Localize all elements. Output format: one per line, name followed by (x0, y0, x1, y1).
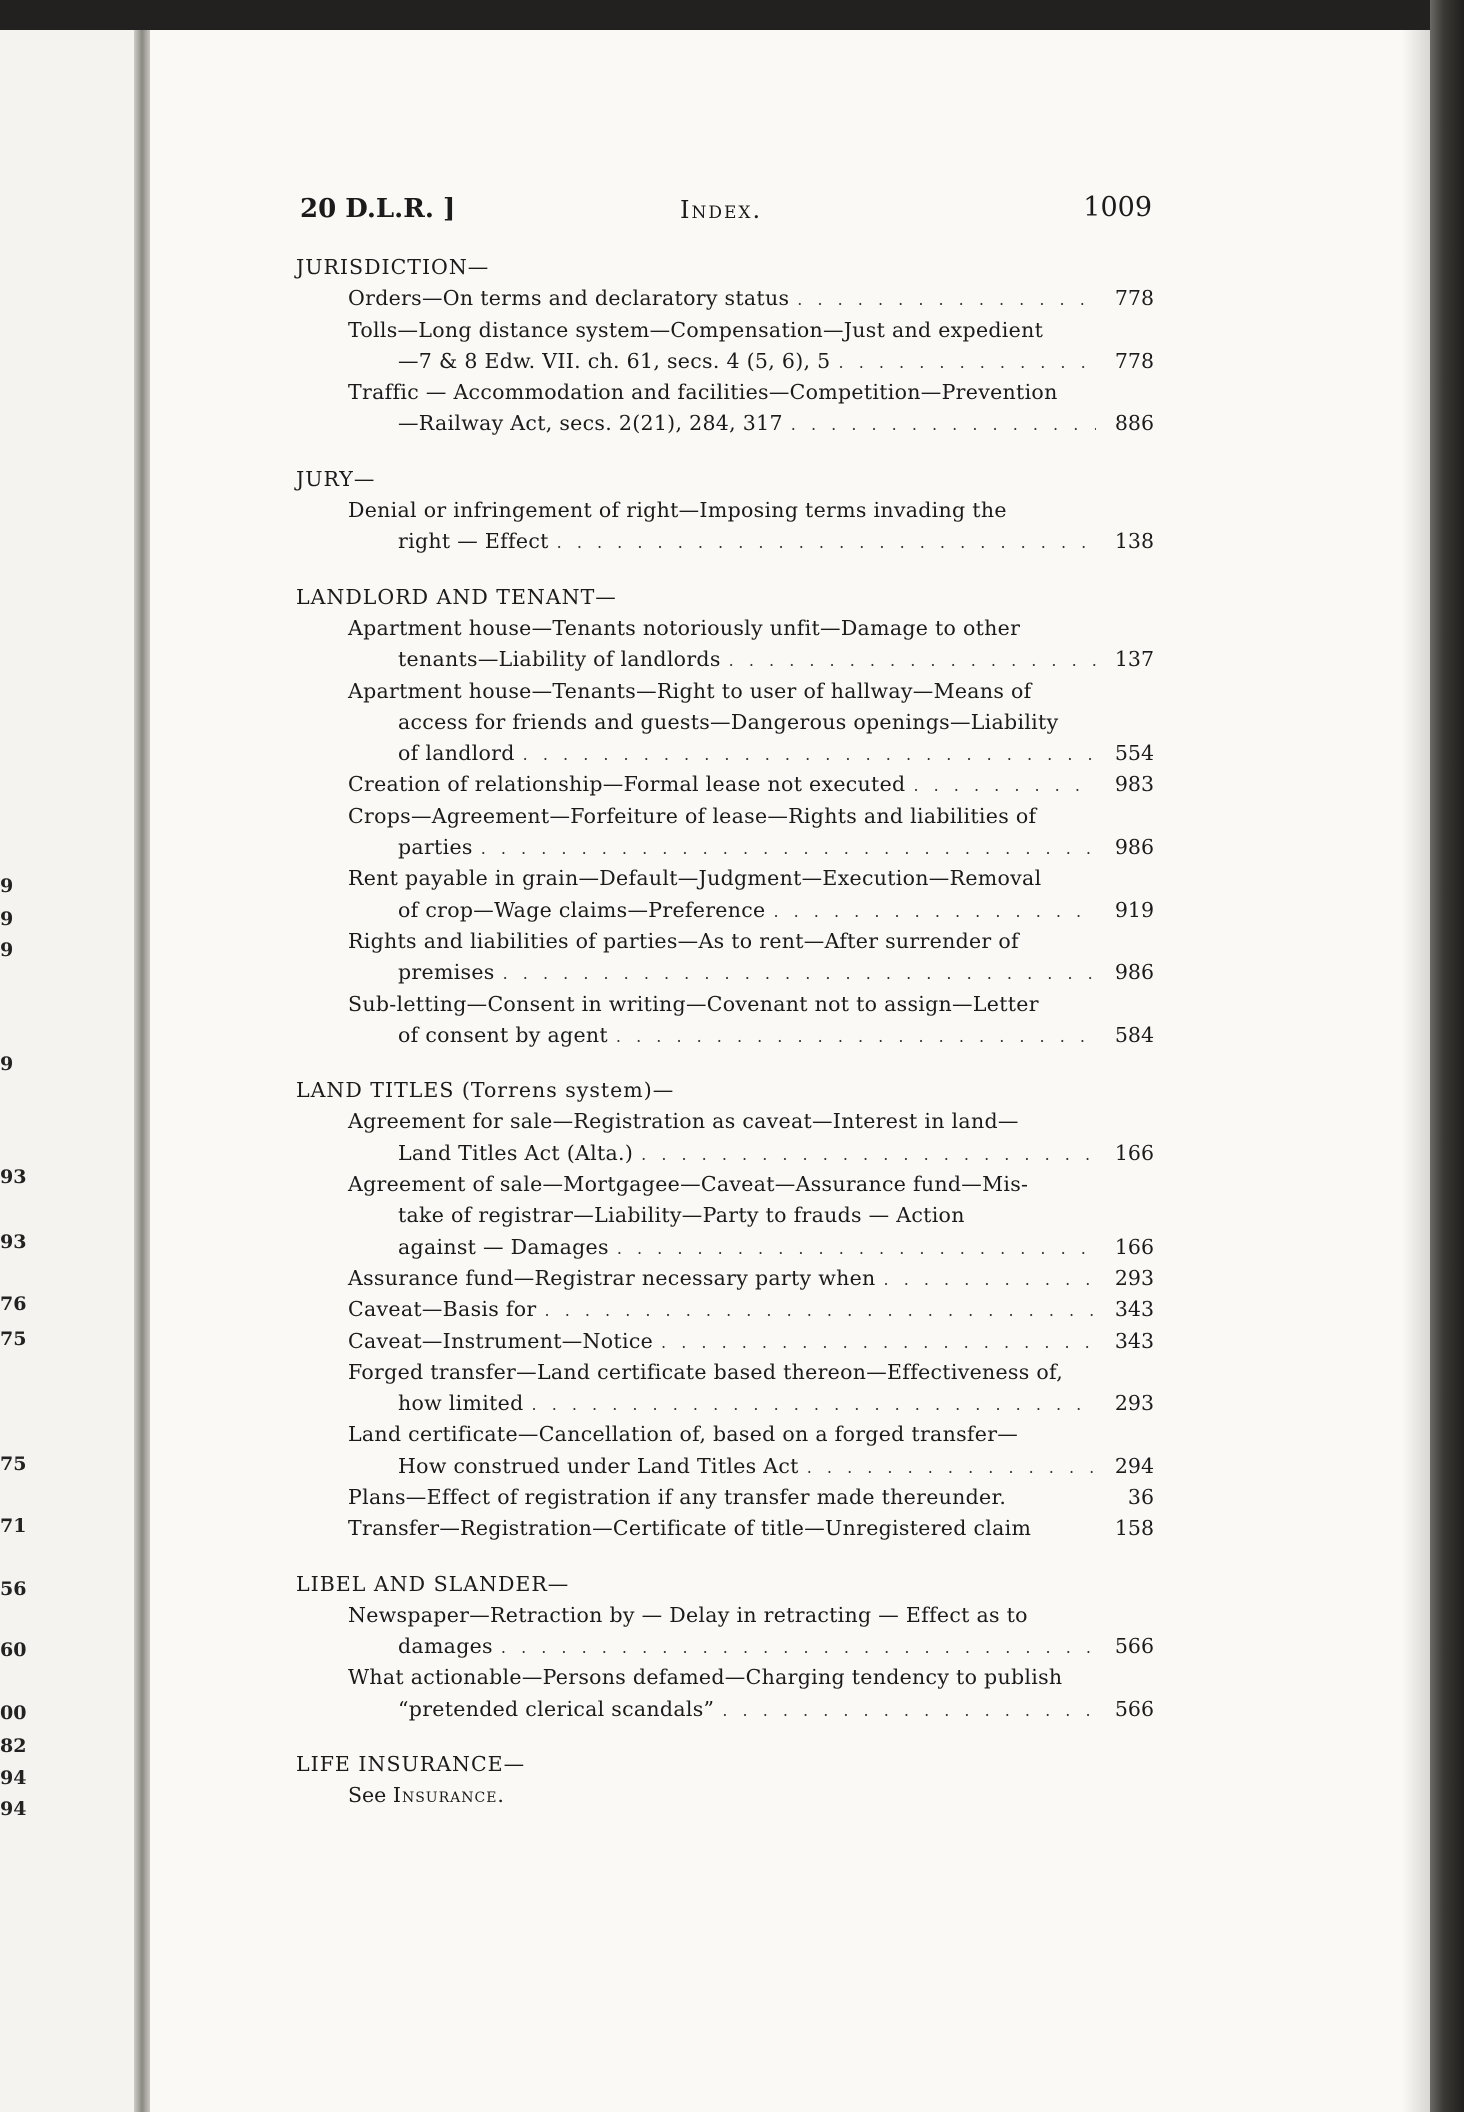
dot-leader (661, 1327, 1096, 1358)
scan-right-edge (1430, 0, 1464, 2112)
index-section (296, 582, 1154, 1051)
index-entry (296, 1106, 1154, 1169)
page-number: 1009 (1083, 192, 1152, 223)
dot-leader (481, 833, 1096, 864)
entry-text: of landlord (398, 741, 515, 766)
page-reference: 983 (1114, 772, 1154, 797)
index-entry (296, 801, 1154, 864)
running-header (300, 190, 1152, 230)
section-heading: JURY— (296, 466, 376, 491)
entry-text: What actionable—Persons defamed—Charging tendency to publish (348, 1665, 1063, 1690)
entry-line (348, 377, 1154, 408)
entry-line (348, 1138, 1154, 1169)
entry-text: Agreement of sale—Mortgagee—Caveat—Assurance fund—Mis- (348, 1172, 1029, 1197)
page-shadow (1402, 30, 1432, 2112)
index-entry (296, 613, 1154, 676)
facing-page-number: 75 (0, 1328, 27, 1350)
entry-line (348, 315, 1154, 346)
dot-leader (791, 409, 1096, 440)
page-reference: 778 (1114, 286, 1154, 311)
facing-page-number: 9 (0, 875, 14, 897)
entry-line (348, 1326, 1154, 1357)
index-entry (296, 1419, 1154, 1482)
page-reference: 294 (1114, 1453, 1154, 1478)
entry-line (348, 769, 1154, 800)
page-reference: 919 (1114, 897, 1154, 922)
entry-line (348, 989, 1154, 1020)
page-reference: 584 (1114, 1022, 1154, 1047)
entry-line (348, 1232, 1154, 1263)
entry-line (348, 1357, 1154, 1388)
entry-line (348, 1263, 1154, 1294)
entry-text: Newspaper—Retraction by — Delay in retracting — Effect as to (348, 1602, 1028, 1627)
entry-text: Plans—Effect of registration if any transfer made thereunder. (348, 1484, 1007, 1509)
entry-line (348, 1419, 1154, 1450)
index-entry (296, 1294, 1154, 1325)
dot-leader (913, 770, 1096, 801)
facing-page-number: 9 (0, 1053, 14, 1075)
entry-line (348, 1631, 1154, 1662)
dot-leader (545, 1295, 1096, 1326)
dot-leader (773, 896, 1096, 927)
entry-text: right — Effect (398, 529, 549, 554)
index-entry (296, 676, 1154, 770)
entry-line (348, 526, 1154, 557)
entry-text: Land Titles Act (Alta.) (398, 1140, 634, 1165)
entry-line (348, 801, 1154, 832)
entry-text: Apartment house—Tenants notoriously unfit—Damage to other (348, 615, 1021, 640)
entry-line (348, 1106, 1154, 1137)
dot-leader (722, 1695, 1096, 1726)
entry-line (348, 1169, 1154, 1200)
facing-page-number: 60 (0, 1639, 27, 1661)
dot-leader (616, 1021, 1096, 1052)
see-also (296, 1780, 1154, 1811)
header-title: Index. (680, 196, 763, 224)
dot-leader (807, 1452, 1096, 1483)
entry-text: Caveat—Instrument—Notice (348, 1328, 654, 1353)
entry-line (348, 1200, 1154, 1231)
index-section (296, 1569, 1154, 1725)
dot-leader (641, 1139, 1096, 1170)
entry-text: Traffic — Accommodation and facilities—Competition—Prevention (348, 380, 1058, 405)
entry-text: Agreement for sale—Registration as caveat—Interest in land— (348, 1109, 1019, 1134)
see-prefix: See (348, 1783, 387, 1808)
entry-line (348, 707, 1154, 738)
dot-leader (617, 1233, 1096, 1264)
facing-page-number: 71 (0, 1515, 27, 1537)
facing-page-number: 93 (0, 1166, 27, 1188)
facing-page-number: 94 (0, 1798, 27, 1820)
entry-text: Rights and liabilities of parties—As to rent—After surrender of (348, 928, 1019, 953)
index-entry (296, 283, 1154, 314)
dot-leader (501, 1632, 1096, 1663)
entry-line (348, 1388, 1154, 1419)
entry-line (348, 613, 1154, 644)
entry-text: premises (398, 960, 495, 985)
entry-text: Forged transfer—Land certificate based thereon—Effectiveness of, (348, 1359, 1064, 1384)
entry-text: How construed under Land Titles Act (398, 1453, 799, 1478)
entry-text: against — Damages (398, 1234, 609, 1259)
page-reference: 166 (1114, 1234, 1154, 1259)
volume-label: 20 D.L.R. ] (300, 194, 456, 224)
index-entry (296, 1600, 1154, 1663)
entry-line (348, 957, 1154, 988)
entry-line (348, 738, 1154, 769)
dot-leader (839, 347, 1096, 378)
index-entry (296, 1169, 1154, 1263)
dot-leader (729, 645, 1096, 676)
entry-line (348, 1294, 1154, 1325)
entry-text: Sub-letting—Consent in writing—Covenant not to assign—Letter (348, 991, 1039, 1016)
entry-text: Land certificate—Cancellation of, based on a forged transfer— (348, 1422, 1019, 1447)
page-reference: 778 (1114, 348, 1154, 373)
index-entry (296, 769, 1154, 800)
index-section (296, 1075, 1154, 1544)
page-reference: 138 (1114, 529, 1154, 554)
facing-page-number: 56 (0, 1578, 27, 1600)
entry-text: Creation of relationship—Formal lease not executed (348, 772, 906, 797)
section-heading: LIBEL AND SLANDER— (296, 1571, 570, 1596)
entry-text: Crops—Agreement—Forfeiture of lease—Rights and liabilities of (348, 803, 1037, 828)
entry-line (348, 926, 1154, 957)
index-entry (296, 1482, 1154, 1513)
page-reference: 137 (1114, 647, 1154, 672)
dot-leader (884, 1264, 1096, 1295)
facing-page-number: 93 (0, 1231, 27, 1253)
entry-text: of consent by agent (398, 1022, 608, 1047)
index-entry (296, 989, 1154, 1052)
page-reference: 293 (1114, 1391, 1154, 1416)
entry-line (348, 346, 1154, 377)
index-entry (296, 1662, 1154, 1725)
entry-text: Apartment house—Tenants—Right to user of hallway—Means of (348, 678, 1032, 703)
index-entry (296, 926, 1154, 989)
entry-text: tenants—Liability of landlords (398, 647, 721, 672)
entry-text: access for friends and guests—Dangerous openings—Liability (398, 709, 1059, 734)
index-section (296, 252, 1154, 440)
page-reference: 158 (1114, 1516, 1154, 1541)
index-content (296, 252, 1154, 1836)
page-reference: 554 (1114, 741, 1154, 766)
entry-text: “pretended clerical scandals” (398, 1696, 715, 1721)
entry-line (348, 1020, 1154, 1051)
section-heading: LANDLORD AND TENANT— (296, 584, 617, 609)
entry-line (348, 832, 1154, 863)
section-heading: JURISDICTION— (296, 255, 490, 279)
index-entry (296, 315, 1154, 378)
dot-leader (503, 958, 1096, 989)
entry-text: Denial or infringement of right—Imposing terms invading the (348, 498, 1007, 523)
dot-leader (532, 1389, 1096, 1420)
index-entry (296, 863, 1154, 926)
facing-page-number: 82 (0, 1735, 27, 1757)
index-entry (296, 495, 1154, 558)
entry-text: of crop—Wage claims—Preference (398, 897, 766, 922)
scan-top-edge (0, 0, 1464, 34)
entry-line (348, 283, 1154, 314)
entry-text: Orders—On terms and declaratory status (348, 286, 790, 311)
page-reference: 566 (1114, 1634, 1154, 1659)
entry-text: Assurance fund—Registrar necessary party when (348, 1265, 876, 1290)
entry-line (348, 895, 1154, 926)
entry-text: take of registrar—Liability—Party to frauds — Action (398, 1203, 965, 1228)
see-reference: Insurance. (392, 1783, 505, 1808)
page-reference: 886 (1114, 411, 1154, 436)
entry-line (348, 1694, 1154, 1725)
facing-page-number: 9 (0, 908, 14, 930)
entry-text: damages (398, 1634, 493, 1659)
entry-text: —Railway Act, secs. 2(21), 284, 317 (398, 411, 783, 436)
page-reference: 343 (1114, 1328, 1154, 1353)
facing-page-number: 9 (0, 939, 14, 961)
dot-leader (557, 527, 1096, 558)
entry-line (348, 408, 1154, 439)
page-reference: 986 (1114, 835, 1154, 860)
entry-line (348, 676, 1154, 707)
entry-text: Caveat—Basis for (348, 1297, 537, 1322)
entry-line (348, 863, 1154, 894)
index-entry (296, 1326, 1154, 1357)
section-heading: LIFE INSURANCE— (296, 1752, 526, 1777)
entry-text: Tolls—Long distance system—Compensation—Just and expedient (348, 317, 1044, 342)
facing-page-number: 76 (0, 1293, 27, 1315)
facing-page-number: 75 (0, 1453, 27, 1475)
section-heading: LAND TITLES (Torrens system)— (296, 1078, 675, 1103)
entry-line (348, 1600, 1154, 1631)
page-reference: 166 (1114, 1140, 1154, 1165)
entry-text: parties (398, 835, 473, 860)
facing-page-number: 94 (0, 1767, 27, 1789)
entry-line (348, 644, 1154, 675)
entry-text: how limited (398, 1391, 524, 1416)
page-reference: 36 (1127, 1484, 1154, 1509)
entry-line (348, 1662, 1154, 1693)
page-reference: 293 (1114, 1265, 1154, 1290)
entry-text: —7 & 8 Edw. VII. ch. 61, secs. 4 (5, 6), 5 (398, 348, 831, 373)
index-entry (296, 1357, 1154, 1420)
dot-leader (797, 284, 1096, 315)
page-reference: 343 (1114, 1297, 1154, 1322)
entry-line (348, 1513, 1154, 1544)
index-section (296, 1749, 1154, 1812)
entry-line (348, 1482, 1154, 1513)
index-section (296, 464, 1154, 558)
dot-leader (523, 739, 1096, 770)
entry-text: Rent payable in grain—Default—Judgment—Execution—Removal (348, 866, 1042, 891)
index-entry (296, 377, 1154, 440)
index-entry (296, 1263, 1154, 1294)
page-reference: 986 (1114, 960, 1154, 985)
facing-page-number: 00 (0, 1702, 27, 1724)
page-reference: 566 (1114, 1696, 1154, 1721)
index-entry (296, 1513, 1154, 1544)
entry-line (348, 495, 1154, 526)
entry-text: Transfer—Registration—Certificate of title—Unregistered claim (348, 1516, 1032, 1541)
entry-line (348, 1451, 1154, 1482)
